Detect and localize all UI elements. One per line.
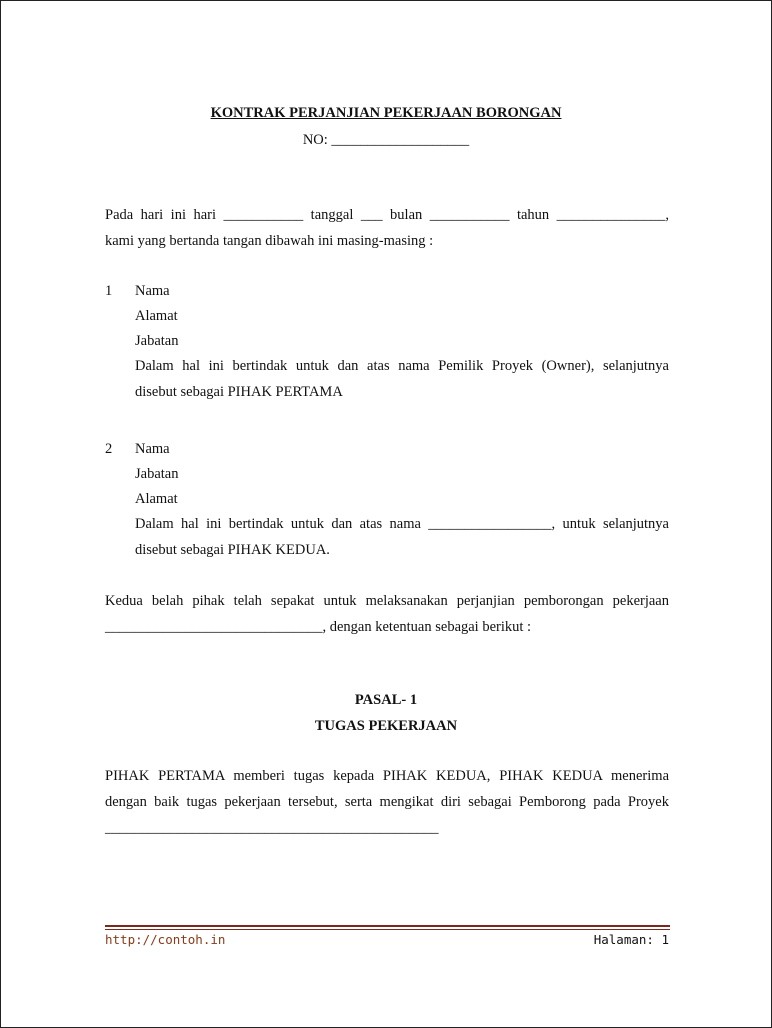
contract-number: NO: ___________________ xyxy=(302,132,470,148)
agreement-line-1: Kedua belah pihak telah sepakat untuk melaksanakan perjanjian pemborongan pekerjaan xyxy=(105,593,669,609)
agreement-line-2: ______________________________, dengan ketentuan sebagai berikut : xyxy=(105,619,532,635)
party-1-field-position: Jabatan xyxy=(135,333,179,349)
pasal-1-line-2: dengan baik tugas pekerjaan tersebut, serta mengikat diri sebagai Pemborong pada Proyek xyxy=(105,794,669,810)
party-2-desc-line-1: Dalam hal ini bertindak untuk dan atas nama _________________, untuk selanjutnya xyxy=(135,516,669,532)
party-2-field-address: Alamat xyxy=(135,491,178,507)
opening-line-1: Pada hari ini hari ___________ tanggal ___ bulan ___________ tahun _______________, xyxy=(105,207,669,223)
footer-url-link[interactable]: http://contoh.in xyxy=(105,932,226,947)
footer-divider-thick xyxy=(105,925,670,927)
pasal-title: TUGAS PEKERJAAN xyxy=(314,718,458,734)
party-2-field-name: Nama xyxy=(135,441,170,457)
party-2-desc-line-2: disebut sebagai PIHAK KEDUA. xyxy=(135,542,330,558)
pasal-1-line-1: PIHAK PERTAMA memberi tugas kepada PIHAK KEDUA, PIHAK KEDUA menerima xyxy=(105,768,669,784)
footer-divider-thin xyxy=(105,929,670,930)
party-1-field-name: Nama xyxy=(135,283,170,299)
party-1-number: 1 xyxy=(105,283,113,299)
party-1-field-address: Alamat xyxy=(135,308,178,324)
document-title: KONTRAK PERJANJIAN PEKERJAAN BORONGAN xyxy=(210,105,562,121)
pasal-1-line-3: ______________________________________________ xyxy=(105,820,439,836)
party-1-desc-line-2: disebut sebagai PIHAK PERTAMA xyxy=(135,384,343,400)
party-2-field-position: Jabatan xyxy=(135,466,179,482)
pasal-number: PASAL- 1 xyxy=(354,692,418,708)
opening-line-2: kami yang bertanda tangan dibawah ini masing-masing : xyxy=(105,233,434,249)
party-1-desc-line-1: Dalam hal ini bertindak untuk dan atas nama Pemilik Proyek (Owner), selanjutnya xyxy=(135,358,669,374)
footer-page-number: Halaman: 1 xyxy=(593,932,669,947)
party-2-number: 2 xyxy=(105,441,113,457)
